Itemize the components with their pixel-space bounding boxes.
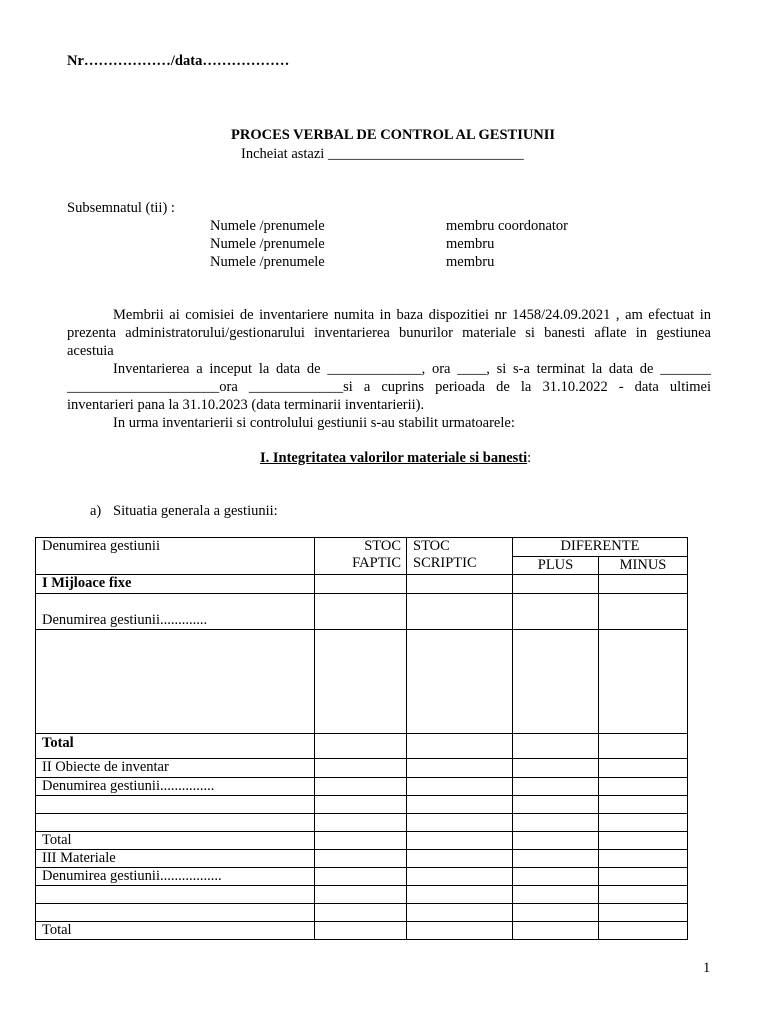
table-row <box>36 630 688 734</box>
paragraph-line: In urma inventarierii si controlului gestiunii s-au stabilit urmatoarele: <box>113 415 515 431</box>
minus-cell[interactable] <box>599 575 688 594</box>
row-label-cell: I Mijloace fixe <box>36 575 315 594</box>
stoc-faptic-cell[interactable] <box>315 594 407 630</box>
paragraph-line: acestuia <box>67 343 114 359</box>
stoc-scriptic-cell[interactable] <box>407 778 513 796</box>
stoc-faptic-cell[interactable] <box>315 630 407 734</box>
plus-cell[interactable] <box>513 850 599 868</box>
plus-cell[interactable] <box>513 832 599 850</box>
row-label-cell: III Materiale <box>36 850 315 868</box>
stoc-faptic-cell[interactable] <box>315 886 407 904</box>
stoc-faptic-cell[interactable] <box>315 734 407 759</box>
stoc-scriptic-cell[interactable] <box>407 868 513 886</box>
paragraph-line: inventarieri pana la 31.10.2023 (data terminarii inventarierii). <box>67 397 425 413</box>
page-number: 1 <box>703 960 711 976</box>
header-diferente: DIFERENTE <box>513 538 688 557</box>
minus-cell[interactable] <box>599 868 688 886</box>
plus-cell[interactable] <box>513 630 599 734</box>
plus-cell[interactable] <box>513 886 599 904</box>
commission-paragraph <box>67 306 711 432</box>
plus-cell[interactable] <box>513 759 599 778</box>
signatory-name: Numele /prenumele <box>210 218 325 234</box>
minus-cell[interactable] <box>599 832 688 850</box>
table-row <box>36 814 688 832</box>
table-row <box>36 886 688 904</box>
paragraph-line: Membrii ai comisiei de inventariere numita in baza dispozitiei nr 1458/24.09.2021 , am efectuat in <box>113 307 711 323</box>
paragraph-line: Inventarierea a inceput la data de _____________, ora ____, si s-a terminat la data de _______ <box>113 361 711 377</box>
stoc-scriptic-cell[interactable] <box>407 886 513 904</box>
table-row <box>36 796 688 814</box>
stoc-scriptic-cell[interactable] <box>407 630 513 734</box>
row-label-cell: Total <box>36 922 315 940</box>
stoc-faptic-cell[interactable] <box>315 796 407 814</box>
header-stoc-faptic-line1: STOC <box>364 538 401 554</box>
row-label-cell <box>36 630 315 734</box>
row-label-cell: Denumirea gestiunii................. <box>36 868 315 886</box>
stoc-faptic-cell[interactable] <box>315 868 407 886</box>
stoc-faptic-cell[interactable] <box>315 922 407 940</box>
header-stoc-scriptic-line1: STOC <box>413 538 450 554</box>
inventory-table <box>35 537 688 940</box>
table-row <box>36 904 688 922</box>
minus-cell[interactable] <box>599 630 688 734</box>
table-row <box>36 868 688 886</box>
subsection-title: Situatia generala a gestiunii: <box>113 503 278 519</box>
stoc-faptic-cell[interactable] <box>315 904 407 922</box>
document-number-line: Nr………………/data……………… <box>67 53 290 69</box>
stoc-faptic-cell[interactable] <box>315 778 407 796</box>
section-heading-text: I. Integritatea valorilor materiale si banesti <box>260 450 528 466</box>
minus-cell[interactable] <box>599 759 688 778</box>
row-label-cell <box>36 796 315 814</box>
stoc-scriptic-cell[interactable] <box>407 759 513 778</box>
header-stoc-scriptic-line2: SCRIPTIC <box>413 555 477 571</box>
minus-cell[interactable] <box>599 850 688 868</box>
plus-cell[interactable] <box>513 904 599 922</box>
plus-cell[interactable] <box>513 734 599 759</box>
stoc-faptic-cell[interactable] <box>315 814 407 832</box>
plus-cell[interactable] <box>513 778 599 796</box>
plus-cell[interactable] <box>513 796 599 814</box>
row-label-cell <box>36 886 315 904</box>
header-minus: MINUS <box>599 557 688 575</box>
table-row <box>36 594 688 630</box>
header-stoc-faptic <box>315 538 407 575</box>
table-body <box>36 575 688 940</box>
signatory-role: membru coordonator <box>446 218 569 234</box>
table-row <box>36 575 688 594</box>
minus-cell[interactable] <box>599 734 688 759</box>
row-label-cell: Total <box>36 734 315 759</box>
header-plus: PLUS <box>513 557 599 575</box>
section-heading <box>260 450 531 467</box>
stoc-scriptic-cell[interactable] <box>407 850 513 868</box>
stoc-scriptic-cell[interactable] <box>407 922 513 940</box>
section-heading-colon: : <box>527 450 532 466</box>
signatory-name: Numele /prenumele <box>210 254 325 270</box>
table-row <box>36 922 688 940</box>
signatories-intro: Subsemnatul (tii) : <box>67 200 175 216</box>
stoc-scriptic-cell[interactable] <box>407 734 513 759</box>
stoc-faptic-cell[interactable] <box>315 575 407 594</box>
stoc-faptic-cell[interactable] <box>315 759 407 778</box>
plus-cell[interactable] <box>513 868 599 886</box>
minus-cell[interactable] <box>599 904 688 922</box>
paragraph-line: _____________________ora _____________si a cuprins perioada de la 31.10.2022 - data ultimei <box>67 379 711 395</box>
paragraph-line: prezenta administratorului/gestionarului inventarierea bunurilor materiale si banesti aflate in gestiunea <box>67 325 711 341</box>
signatory-name: Numele /prenumele <box>210 236 325 252</box>
row-label-cell <box>36 904 315 922</box>
stoc-scriptic-cell[interactable] <box>407 814 513 832</box>
row-label-cell: Denumirea gestiunii............. <box>36 594 315 630</box>
row-label-cell <box>36 814 315 832</box>
header-stoc-scriptic <box>407 538 513 575</box>
table-row <box>36 832 688 850</box>
minus-cell[interactable] <box>599 594 688 630</box>
stoc-scriptic-cell[interactable] <box>407 832 513 850</box>
plus-cell[interactable] <box>513 814 599 832</box>
minus-cell[interactable] <box>599 796 688 814</box>
signatory-role: membru <box>446 236 495 252</box>
subsection-label: a) <box>90 503 102 519</box>
document-date-line: Incheiat astazi ___________________________ <box>241 146 524 162</box>
plus-cell[interactable] <box>513 575 599 594</box>
plus-cell[interactable] <box>513 594 599 630</box>
stoc-faptic-cell[interactable] <box>315 850 407 868</box>
document-title: PROCES VERBAL DE CONTROL AL GESTIUNII <box>231 127 556 143</box>
row-label-cell: II Obiecte de inventar <box>36 759 315 778</box>
header-name: Denumirea gestiunii <box>36 538 315 575</box>
stoc-scriptic-cell[interactable] <box>407 796 513 814</box>
table-row <box>36 734 688 759</box>
signatory-role: membru <box>446 254 495 270</box>
stoc-scriptic-cell[interactable] <box>407 575 513 594</box>
stoc-faptic-cell[interactable] <box>315 832 407 850</box>
minus-cell[interactable] <box>599 922 688 940</box>
row-label-cell: Total <box>36 832 315 850</box>
minus-cell[interactable] <box>599 814 688 832</box>
stoc-scriptic-cell[interactable] <box>407 594 513 630</box>
header-stoc-faptic-line2: FAPTIC <box>352 555 401 571</box>
row-label-cell: Denumirea gestiunii............... <box>36 778 315 796</box>
table-row <box>36 850 688 868</box>
minus-cell[interactable] <box>599 778 688 796</box>
plus-cell[interactable] <box>513 922 599 940</box>
table-row <box>36 759 688 778</box>
stoc-scriptic-cell[interactable] <box>407 904 513 922</box>
minus-cell[interactable] <box>599 886 688 904</box>
table-row <box>36 778 688 796</box>
